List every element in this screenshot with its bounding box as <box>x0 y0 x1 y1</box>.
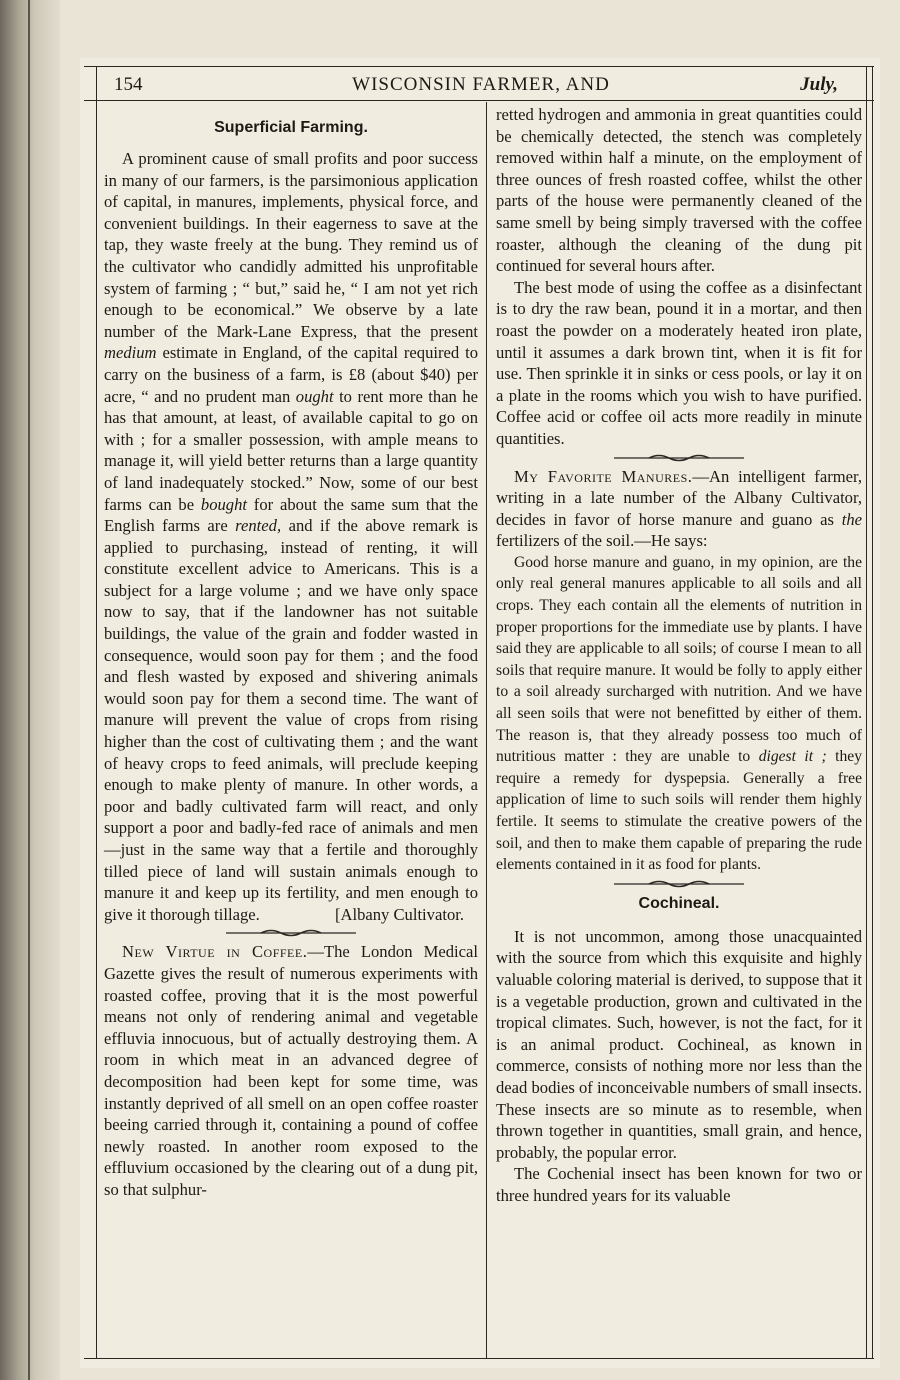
article-body-superficial-farming: A prominent cause of small profits and poor success in many of our farmers, is the parsimonious application of capital, in manures, implements, physical force, and convenient buildings. In their eagerness to save at the tap, they waste freely at the bung. They remind us of the cultivator who candidly admitted his unprofitable system of farming ; “ but,” said he, “ I am not yet rich enough to be economical.” We observe by a late number of the Mark-Lane Express, that the present medium estimate in England, of the capital required to carry on the business of a farm, is £8 (about $40) per acre, “ and no prudent man ought to rent more than he has that amount, at least, of available capital to go on with ; for a smaller possession, with ample means to manage it, will yield better returns than a large quantity of land inadequately stocked.” Now, some of our best farms can be bought for about the same sum that the English farms are rented, and if the above remark is applied to purchasing, instead of renting, it will constitute excellent advice to Americans. This is a subject for a large volume ; and we have only space now to say, that if the landowner has not suitable buildings, the value of the grain and fodder wasted in consequence, would soon pay for them ; and the food and flesh wasted by exposed and shivering animals would soon pay for them a second time. The want of manure will prevent the value of crops from rising higher than the cost of cultivating them ; and the want of heavy crops to feed animals, will preclude keeping enough to make plenty of manure. In other words, a poor and badly cultivated farm will react, and only support a poor and badly-fed race of animals and men—just in the same way that a fertile and thoroughly tilled piece of land will sustain animals enough to manure it and keep up its fertility, and men enough to give it thorough tillage. <box>104 149 479 924</box>
article-heading-cochineal: Cochineal. <box>638 894 720 912</box>
right-border-outer <box>872 66 873 1358</box>
left-border <box>96 66 97 1358</box>
coffee-continuation: retted hydrogen and ammonia in great quantities could be chemically detected, the stench was completely removed within half a minute, on the employment of three ounces of fresh roasted coffee, whilst the other parts of the house were permanently cleaned of the same smell by being simply traversed with the coffee roaster, although the cleaning of the dung pit continued for several hours after. <box>496 105 862 276</box>
coffee-paragraph-2: The best mode of using the coffee as a disinfectant is to dry the raw bean, pound it in a mortar, and then roast the powder on a moderately heated iron plate, until it assumes a dark brown tint, when it is fit for use. Then sprinkle it in sinks or cess pools, or lay it on a plate in the rooms which you wish to have purified. Coffee acid or coffee oil acts more readily in minute quantities. <box>496 277 862 448</box>
cochineal-paragraph-2: The Cochenial insect has been known for two or three hundred years for its valuable <box>496 1164 862 1205</box>
article-title-favorite-manures: My Favorite Manures. <box>514 466 693 486</box>
article-body-new-virtue-in-coffee: New Virtue in Coffee.—The London Medical Gazette gives the result of numerous experiments with roasted coffee, proving that it is the most powerful means not only of rendering animal and vegetable effluvia innocuous, but of actually destroying them. A room in which meat in an advanced degree of decomposition had been kept for some time, was instantly deprived of all smell on an open coffee roaster beeing carried through it, containing a pound of coffee newly roasted. In another room exposed to the effluvium occasioned by the clearing out of a dung pit, so that sulphur- <box>104 942 478 1199</box>
section-divider-ornament <box>604 878 754 890</box>
page-header <box>96 70 866 100</box>
right-border <box>866 66 867 1358</box>
left-column <box>104 106 478 1201</box>
manures-quoted-passage: Good horse manure and guano, in my opinion, are the only real general manures applicable to all soils and all crops. They each contain all the elements of nutrition in proper proportions for the immediate use by plants. I have said they are applicable to all soils; of course I mean to all soils that require manure. It would be folly to apply either to a soil already surcharged with nutrition. And we have all seen soils that were not benefitted by either of them. The reason is, that they already possess too much of nutritious matter : they are unable to digest it ; they require a remedy for dyspepsia. Generally a free application of lime to such soils will render them highly fertile. It seems to stimulate the creative powers of the soil, and then to make them capable of preparing the rude elements contained in it as food for plants. <box>496 553 863 874</box>
binding-line <box>28 0 30 1380</box>
cochineal-paragraph-1: It is not uncommon, among those unacquainted with the source from which this exquisite and highly valuable coloring material is derived, to suppose that it is a vegetable production, grown and cultivated in the tropical climates. Such, however, is not the fact, for it is an animal product. Cochineal, as known in commerce, consists of nothing more nor less than the dead bodies of inconceivable numbers of small insects. These insects are so minute as to resemble, when thrown together in quantities, small grain, and hence, probably, the popular error. <box>496 926 862 1162</box>
article-title-new-virtue-in-coffee: New Virtue in Coffee. <box>122 942 308 962</box>
header-rule <box>84 100 874 101</box>
book-binding-edge <box>0 0 60 1380</box>
article-heading-superficial-farming: Superficial Farming. <box>214 119 368 136</box>
running-title: WISCONSIN FARMER, AND <box>352 74 610 95</box>
top-rule <box>84 66 874 67</box>
section-divider-ornament <box>216 927 366 939</box>
section-divider-ornament <box>604 452 754 464</box>
page-number: 154 <box>114 74 143 95</box>
right-column <box>496 104 862 1207</box>
bottom-rule <box>84 1358 874 1359</box>
column-divider <box>486 102 487 1358</box>
article-credit: [Albany Cultivator. <box>334 904 464 924</box>
issue-month: July, <box>800 74 838 95</box>
article-body-favorite-manures: My Favorite Manures.—An intelligent farmer, writing in a late number of the Albany Cultivator, decides in favor of horse manure and guano as the fertilizers of the soil.—He says: <box>496 466 862 551</box>
